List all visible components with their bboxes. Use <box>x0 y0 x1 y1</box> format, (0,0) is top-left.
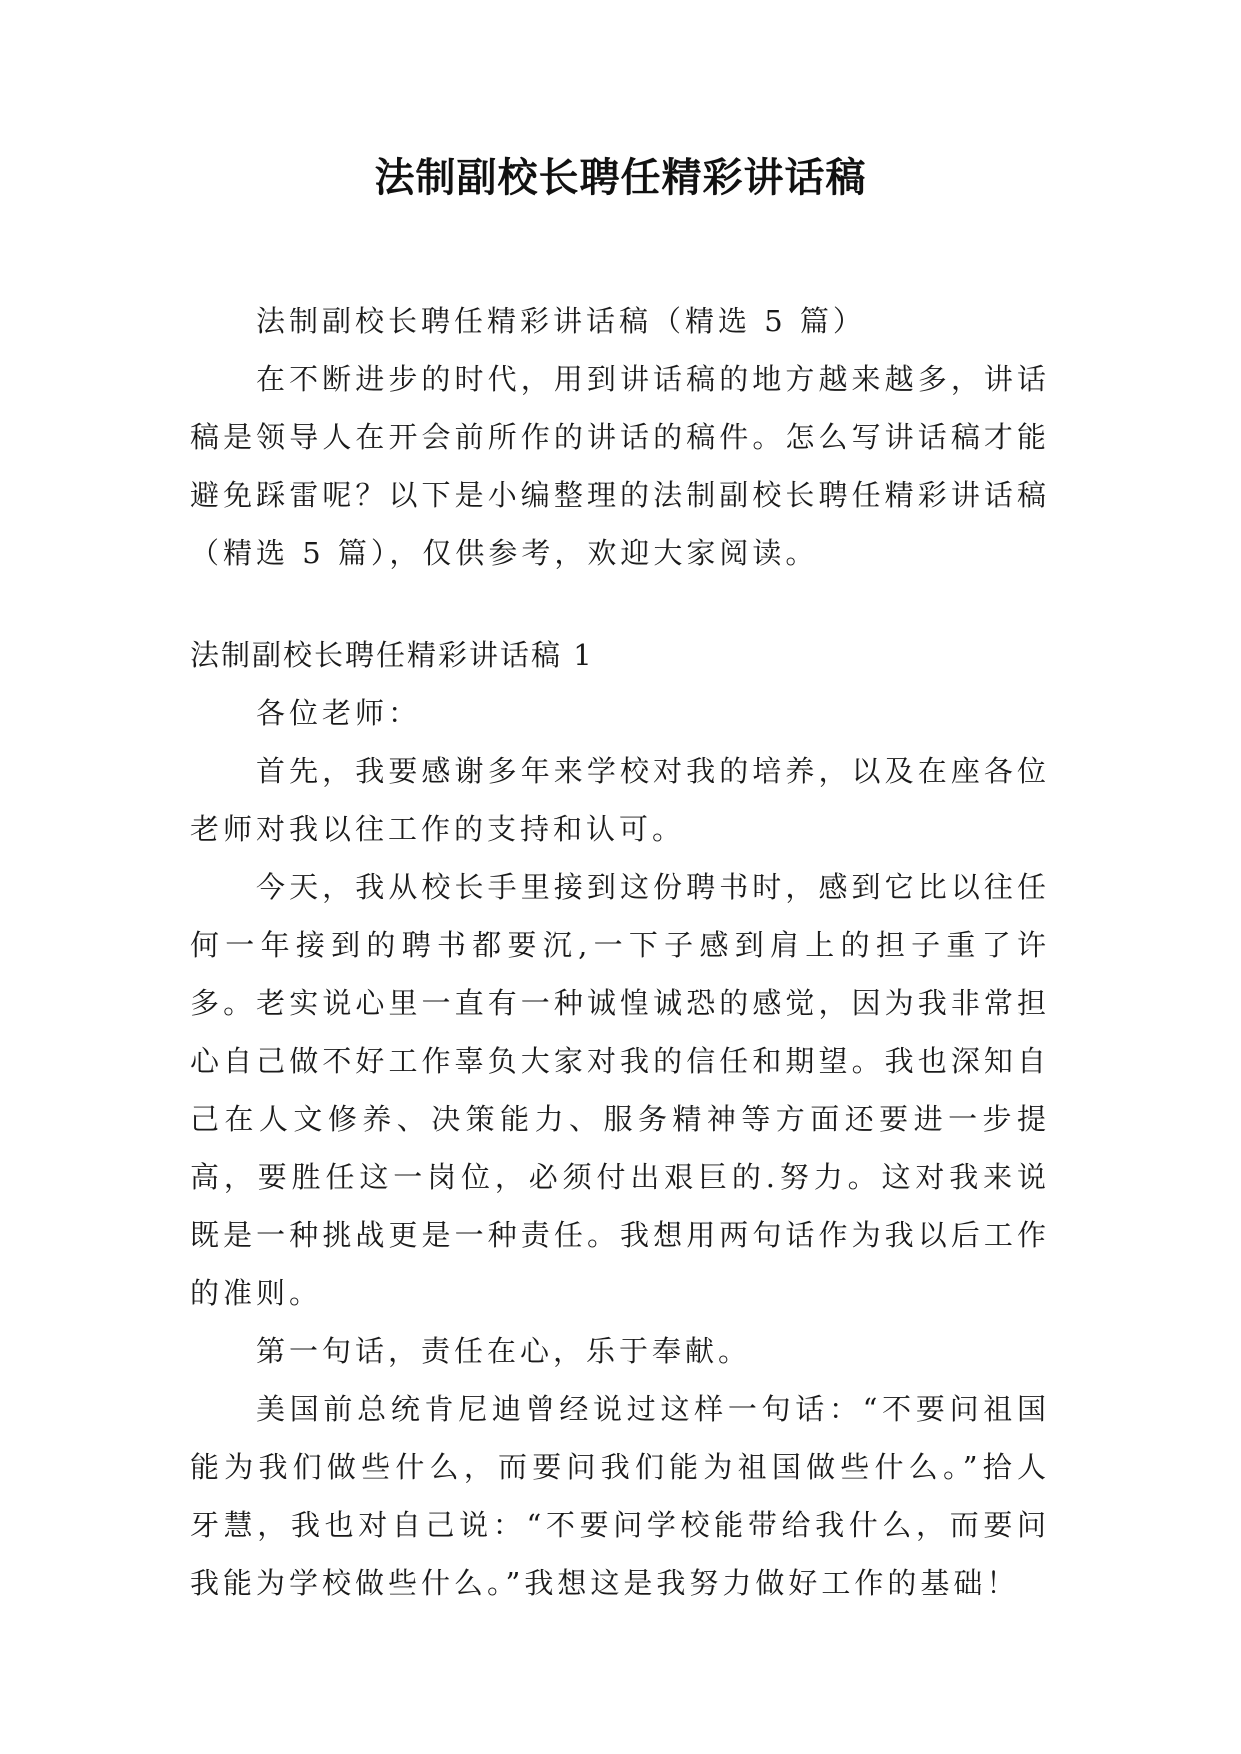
body-paragraph: 今天，我从校长手里接到这份聘书时，感到它比以往任何一年接到的聘书都要沉,一下子感到肩上的担子重了许多。老实说心里一直有一种诚惶诚恐的感觉，因为我非常担心自己做不好工作辜负大家对我的信任和期望。我也深知自己在人文修养、决策能力、服务精神等方面还要进一步提高，要胜任这一岗位，必须付出艰巨的.努力。这对我来说既是一种挑战更是一种责任。我想用两句话作为我以后工作的准则。 <box>190 870 1050 1310</box>
intro-paragraph: 在不断进步的时代，用到讲话稿的地方越来越多，讲话稿是领导人在开会前所作的讲话的稿件。怎么写讲话稿才能避免踩雷呢？以下是小编整理的法制副校长聘任精彩讲话稿（精选 5 篇），仅供参考，欢迎大家阅读。 <box>190 362 1050 570</box>
document-title: 法制副校长聘任精彩讲话稿 <box>374 155 867 201</box>
salutation-paragraph: 各位老师： <box>256 696 422 730</box>
body-paragraph: 首先，我要感谢多年来学校对我的培养，以及在座各位老师对我以往工作的支持和认可。 <box>190 754 1050 846</box>
section-heading: 法制副校长聘任精彩讲话稿 1 <box>190 638 594 672</box>
body-paragraph: 第一句话，责任在心，乐于奉献。 <box>256 1334 752 1368</box>
document-body <box>190 292 1050 1612</box>
body-paragraph: 美国前总统肯尼迪曾经说过这样一句话：“不要问祖国能为我们做些什么，而要问我们能为祖国做些什么。”拾人牙慧，我也对自己说：“不要问学校能带给我什么，而要问我能为学校做些什么。”我想这是我努力做好工作的基础！ <box>190 1392 1050 1600</box>
document-subtitle: 法制副校长聘任精彩讲话稿（精选 5 篇） <box>256 304 866 338</box>
